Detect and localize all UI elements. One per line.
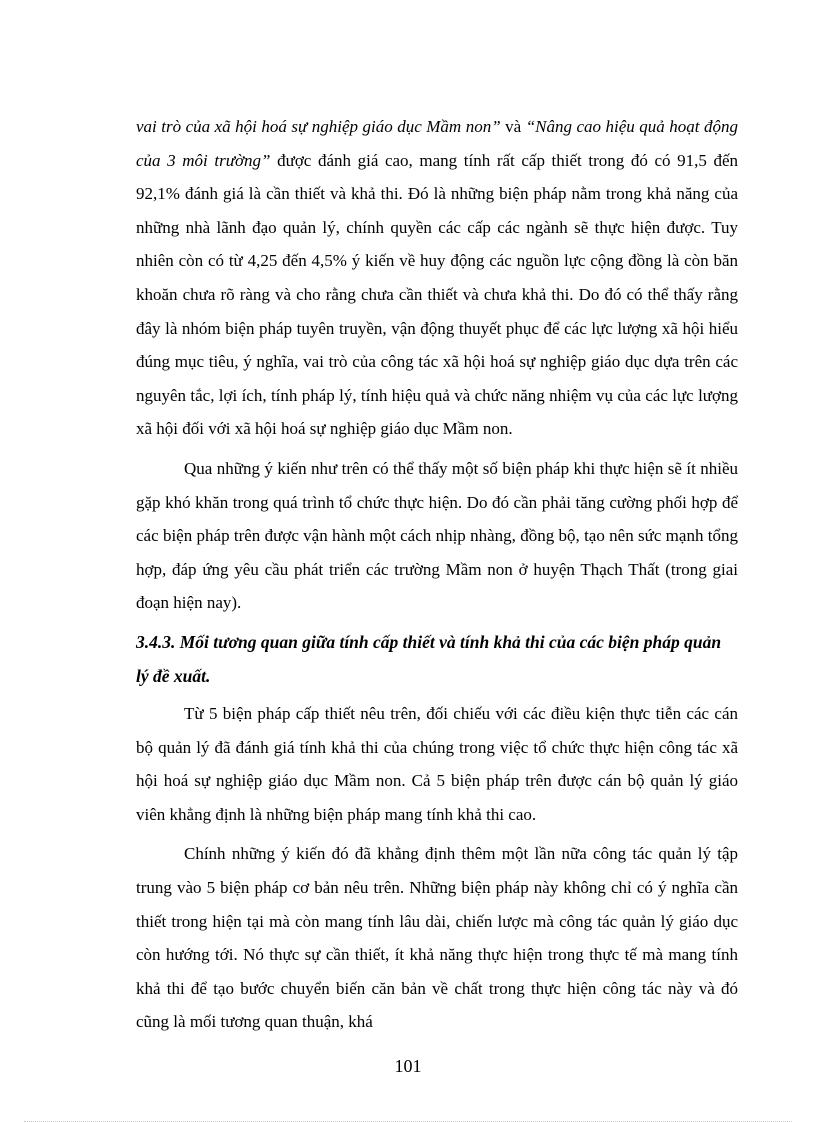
paragraph-conclusion: Chính những ý kiến đó đã khẳng định thêm một lần nữa công tác quản lý tập trung vào 5 biện pháp cơ bản nêu trên. Những biện pháp này không chỉ có ý nghĩa cần thiết trong hiện tại mà còn mang tính lâu dài, chiến lược mà công tác quản lý giáo dục còn hướng tới. Nó thực sự cần thiết, ít khả năng thực hiện trong thực tế mà mang tính khả thi để tạo bước chuyển biến căn bản về chất trong thực hiện công tác này và đó cũng là mối tương quan thuận, khá xyxy=(136,844,738,1032)
italic-phrase-role: vai trò của xã hội hoá sự nghiệp giáo dục Mầm non” xyxy=(136,117,501,136)
body-text xyxy=(136,110,738,1045)
page-number: 101 xyxy=(394,1056,422,1076)
section-heading: 3.4.3. Mối tương quan giữa tính cấp thiết và tính khả thi của các biện pháp quản lý đề xuất. xyxy=(136,631,722,686)
connector-text: và xyxy=(500,117,526,136)
paragraph-continuation-text: được đánh giá cao, mang tính rất cấp thiết trong đó có 91,5 đến 92,1% đánh giá là cần thiết và khả thi. Đó là những biện pháp nằm trong khả năng của những nhà lãnh đạo quản lý, chính quyền các cấp các ngành sẽ thực hiện được. Tuy nhiên còn có từ 4,25 đến 4,5% ý kiến về huy động các nguồn lực cộng đồng là còn băn khoăn chưa rõ ràng và cho rằng chưa cần thiết và chưa khả thi. Do đó có thể thấy rằng đây là nhóm biện pháp tuyên truyền, vận động thuyết phục để các lực lượng xã hội hiểu đúng mục tiêu, ý nghĩa, vai trò của công tác xã hội hoá sự nghiệp giáo dục dựa trên các nguyên tắc, lợi ích, tính pháp lý, tính hiệu quả và chức năng nhiệm vụ của các lực lượng xã hội đối với xã hội hoá sự nghiệp giáo dục Mầm non. xyxy=(136,150,738,439)
page-bottom-divider xyxy=(24,1121,792,1122)
paragraph-continuation xyxy=(136,110,738,446)
italic-phrase-efficiency: “Nâng cao hiệu quả hoạt động của 3 môi trường” xyxy=(136,117,738,170)
paragraph-five-measures: Từ 5 biện pháp cấp thiết nêu trên, đối chiếu với các điều kiện thực tiễn các cán bộ quản lý đã đánh giá tính khả thi của chúng trong việc tổ chức thực hiện công tác xã hội hoá sự nghiệp giáo dục Mầm non. Cả 5 biện pháp trên được cán bộ quản lý giáo viên khẳng định là những biện pháp mang tính khả thi cao. xyxy=(136,704,738,824)
paragraph-opinions: Qua những ý kiến như trên có thể thấy một số biện pháp khi thực hiện sẽ ít nhiều gặp khó khăn trong quá trình tổ chức thực hiện. Do đó cần phải tăng cường phối hợp để các biện pháp trên được vận hành một cách nhịp nhàng, đồng bộ, tạo nên sức mạnh tổng hợp, đáp ứng yêu cầu phát triển các trường Mầm non ở huyện Thạch Thất (trong giai đoạn hiện nay). xyxy=(136,458,738,613)
